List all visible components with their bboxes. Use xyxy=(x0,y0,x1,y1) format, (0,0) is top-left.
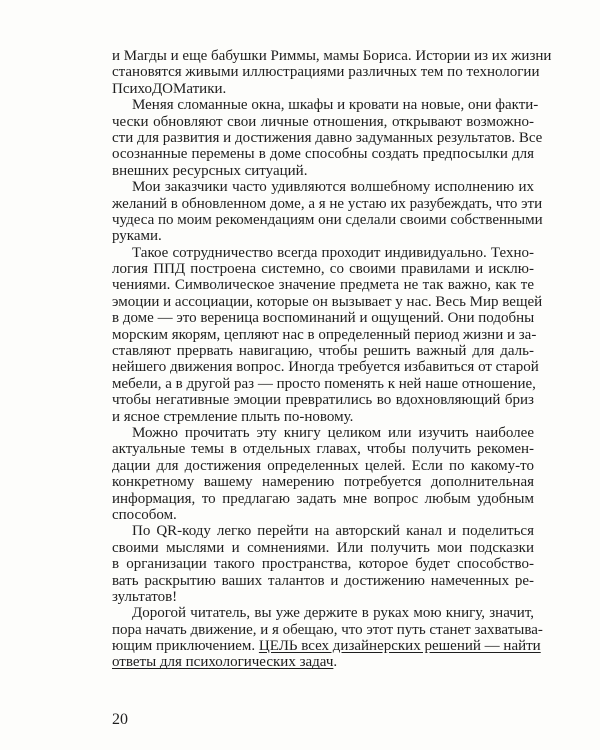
text-line: По QR-коду легко перейти на авторский канал и поделиться xyxy=(132,523,534,540)
paragraph xyxy=(112,179,543,245)
text-line: в доме — это вереница воспоминаний и ощущений. Они подобны xyxy=(112,310,535,327)
underlined-emphasis: ответы для психологических задач xyxy=(112,654,334,671)
text-line: Дорогой читатель, вы уже держите в руках мою книгу, значит, xyxy=(132,605,534,622)
text-line: Меняя сломанные окна, шкафы и кровати на новые, они факти- xyxy=(132,97,539,114)
text-segment: . xyxy=(333,654,338,671)
text-line: логия ППД построена системно, со своими правилами и исклю- xyxy=(112,261,534,278)
text-line: чениями. Символическое значение предмета не так важно, как те xyxy=(112,277,534,294)
text-line: мебели, а в другой раз — просто поменять к ней наше отношение, xyxy=(112,375,536,392)
text-line: вать раскрытию ваших талантов и достижению намеченных ре- xyxy=(112,572,534,589)
text-line: морским якорям, цепляют нас в определенный период жизни и за- xyxy=(112,326,537,343)
text-line: эмоции и ассоциации, которые он вызывает у нас. Весь Мир вещей xyxy=(112,293,543,310)
text-line: желаний в обновленном доме, а я не устаю их разубеждать, что эти xyxy=(112,195,543,212)
text-line: своими мыслями и сомнениями. Или получить мои подсказки xyxy=(112,539,534,556)
text-line: Мои заказчики часто удивляются волшебному исполнению их xyxy=(132,179,534,196)
text-line: чудеса по моим рекомендациям они сделали своими собственными xyxy=(112,211,543,228)
text-line: осознанные перемены в доме способны создать предпосылки для xyxy=(112,146,534,163)
text-line: актуальные темы в отдельных главах, чтобы получить рекомен- xyxy=(112,441,534,458)
text-line: дации для достижения определенных целей. Если по какому-то xyxy=(112,457,534,474)
text-line: информация, то предлагаю задать мне вопрос любым удобным xyxy=(112,490,534,507)
paragraph-final xyxy=(112,605,543,671)
text-line: нейшего движения вопрос. Иногда требуется избавиться от старой xyxy=(112,359,539,376)
text-line: сти для развития и достижения давно задуманных результатов. Все xyxy=(112,129,543,146)
text-line: ставляют прервать навигацию, чтобы решить важный для даль- xyxy=(112,343,534,360)
text-line: и Магды и еще бабушки Риммы, мамы Бориса. Истории из их жизни xyxy=(112,48,552,64)
text-line xyxy=(112,638,541,655)
underlined-emphasis: ЦЕЛЬ всех дизайнерских решений — найти xyxy=(258,638,541,655)
text-line: способом. xyxy=(112,506,177,523)
text-line: пора начать движение, и я обещаю, что этот путь станет захватыва- xyxy=(112,621,543,638)
text-line: Можно прочитать эту книгу целиком или изучить наиболее xyxy=(132,424,534,441)
paragraph xyxy=(112,523,534,605)
text-segment: ющим приключением. xyxy=(112,638,259,655)
text-line: ПсихоДОМатики. xyxy=(112,80,227,97)
paragraph xyxy=(112,48,552,97)
text-line: Такое сотрудничество всегда проходит индивидуально. Техно- xyxy=(132,244,534,261)
paragraph xyxy=(112,244,543,425)
paragraph xyxy=(112,97,543,179)
text-line: чтобы негативные эмоции превратились во вдохновляющий бриз xyxy=(112,392,534,409)
text-line: чески обновляют свои личные отношения, открывают возможно- xyxy=(112,113,534,130)
paragraph xyxy=(112,425,534,523)
body-text xyxy=(112,48,552,671)
text-line: в организации такого пространства, которое будет способство- xyxy=(112,556,534,573)
text-line: зультатов! xyxy=(112,588,178,605)
page-number: 20 xyxy=(112,711,128,728)
text-line: руками. xyxy=(112,228,162,245)
text-line: конкретному вашему намерению потребуется дополнительная xyxy=(112,474,534,491)
text-line: и ясное стремление плыть по-новому. xyxy=(112,408,354,425)
text-line: внешних ресурсных ситуаций. xyxy=(112,162,308,179)
text-line xyxy=(112,654,534,670)
text-line: становятся живыми иллюстрациями различных тем по технологии xyxy=(112,64,540,81)
